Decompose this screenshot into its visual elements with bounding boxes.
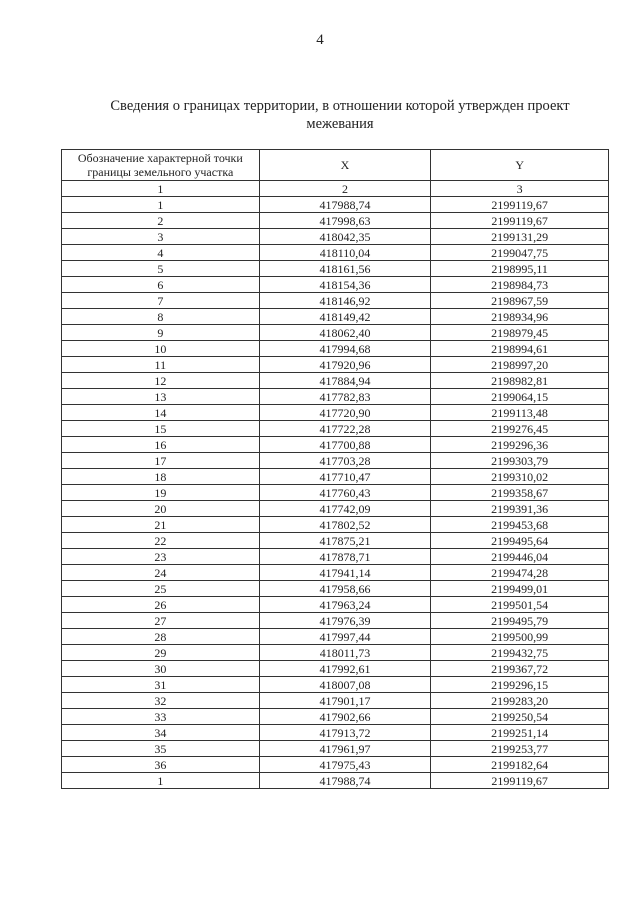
x-coordinate-cell: 417988,74	[259, 773, 431, 789]
y-coordinate-cell: 2199253,77	[431, 741, 609, 757]
point-number-cell: 25	[62, 581, 260, 597]
point-number-cell: 2	[62, 213, 260, 229]
y-coordinate-cell: 2199119,67	[431, 197, 609, 213]
boundary-coordinates-table	[61, 149, 609, 789]
table-row	[62, 613, 609, 629]
point-number-cell: 22	[62, 533, 260, 549]
table-header-row	[62, 150, 609, 181]
table-body	[62, 197, 609, 789]
column-index-3: 3	[431, 181, 609, 197]
table-row	[62, 357, 609, 373]
point-number-cell: 19	[62, 485, 260, 501]
point-number-cell: 14	[62, 405, 260, 421]
table-row	[62, 725, 609, 741]
x-coordinate-cell: 417963,24	[259, 597, 431, 613]
x-coordinate-cell: 417988,74	[259, 197, 431, 213]
table-row	[62, 213, 609, 229]
x-coordinate-cell: 417742,09	[259, 501, 431, 517]
table-row	[62, 661, 609, 677]
x-coordinate-cell: 417760,43	[259, 485, 431, 501]
y-coordinate-cell: 2198967,59	[431, 293, 609, 309]
y-coordinate-cell: 2199303,79	[431, 453, 609, 469]
x-coordinate-cell: 417722,28	[259, 421, 431, 437]
column-index-2: 2	[259, 181, 431, 197]
y-coordinate-cell: 2199119,67	[431, 773, 609, 789]
point-number-cell: 10	[62, 341, 260, 357]
point-number-cell: 5	[62, 261, 260, 277]
y-coordinate-cell: 2199064,15	[431, 389, 609, 405]
y-coordinate-cell: 2199501,54	[431, 597, 609, 613]
point-number-cell: 34	[62, 725, 260, 741]
table-row	[62, 485, 609, 501]
column-index-1: 1	[62, 181, 260, 197]
y-coordinate-cell: 2199453,68	[431, 517, 609, 533]
table-row	[62, 293, 609, 309]
point-number-cell: 1	[62, 773, 260, 789]
point-number-cell: 8	[62, 309, 260, 325]
page-number: 4	[316, 32, 324, 48]
x-coordinate-cell: 417875,21	[259, 533, 431, 549]
table-row	[62, 597, 609, 613]
table-row	[62, 405, 609, 421]
table-row	[62, 581, 609, 597]
y-coordinate-cell: 2199276,45	[431, 421, 609, 437]
table-row	[62, 261, 609, 277]
point-number-cell: 7	[62, 293, 260, 309]
y-coordinate-cell: 2199131,29	[431, 229, 609, 245]
y-coordinate-cell: 2199446,04	[431, 549, 609, 565]
y-coordinate-cell: 2199367,72	[431, 661, 609, 677]
point-number-cell: 31	[62, 677, 260, 693]
point-number-cell: 13	[62, 389, 260, 405]
point-number-cell: 26	[62, 597, 260, 613]
point-number-cell: 11	[62, 357, 260, 373]
table-row	[62, 709, 609, 725]
y-coordinate-cell: 2199296,36	[431, 437, 609, 453]
y-coordinate-cell: 2198984,73	[431, 277, 609, 293]
y-coordinate-cell: 2199047,75	[431, 245, 609, 261]
table-row	[62, 229, 609, 245]
x-coordinate-cell: 417902,66	[259, 709, 431, 725]
y-coordinate-cell: 2199495,64	[431, 533, 609, 549]
x-coordinate-cell: 417884,94	[259, 373, 431, 389]
table-row	[62, 197, 609, 213]
table-row	[62, 773, 609, 789]
y-coordinate-cell: 2198982,81	[431, 373, 609, 389]
x-coordinate-cell: 417992,61	[259, 661, 431, 677]
point-number-cell: 21	[62, 517, 260, 533]
x-coordinate-cell: 418110,04	[259, 245, 431, 261]
x-coordinate-cell: 417703,28	[259, 453, 431, 469]
y-coordinate-cell: 2199500,99	[431, 629, 609, 645]
y-coordinate-cell: 2198979,45	[431, 325, 609, 341]
table-row	[62, 693, 609, 709]
table-row	[62, 741, 609, 757]
table-row	[62, 549, 609, 565]
point-number-cell: 16	[62, 437, 260, 453]
table-row	[62, 437, 609, 453]
point-number-cell: 6	[62, 277, 260, 293]
x-coordinate-cell: 418154,36	[259, 277, 431, 293]
y-coordinate-cell: 2199283,20	[431, 693, 609, 709]
table-row	[62, 501, 609, 517]
x-coordinate-cell: 418146,92	[259, 293, 431, 309]
point-number-cell: 28	[62, 629, 260, 645]
table-row	[62, 373, 609, 389]
table-row	[62, 309, 609, 325]
y-coordinate-cell: 2199310,02	[431, 469, 609, 485]
y-coordinate-cell: 2199391,36	[431, 501, 609, 517]
point-number-cell: 9	[62, 325, 260, 341]
point-number-cell: 23	[62, 549, 260, 565]
x-coordinate-cell: 417700,88	[259, 437, 431, 453]
table-row	[62, 277, 609, 293]
point-number-cell: 35	[62, 741, 260, 757]
y-coordinate-cell: 2198997,20	[431, 357, 609, 373]
y-coordinate-cell: 2199296,15	[431, 677, 609, 693]
point-number-cell: 1	[62, 197, 260, 213]
table-row	[62, 469, 609, 485]
x-coordinate-cell: 417782,83	[259, 389, 431, 405]
table-row	[62, 629, 609, 645]
y-coordinate-cell: 2199495,79	[431, 613, 609, 629]
y-coordinate-cell: 2198994,61	[431, 341, 609, 357]
point-number-cell: 18	[62, 469, 260, 485]
y-coordinate-cell: 2199119,67	[431, 213, 609, 229]
point-number-cell: 17	[62, 453, 260, 469]
point-number-cell: 29	[62, 645, 260, 661]
table-row	[62, 677, 609, 693]
table-row	[62, 533, 609, 549]
x-coordinate-cell: 417958,66	[259, 581, 431, 597]
point-number-cell: 30	[62, 661, 260, 677]
point-number-cell: 4	[62, 245, 260, 261]
point-number-cell: 3	[62, 229, 260, 245]
x-coordinate-cell: 418161,56	[259, 261, 431, 277]
point-number-cell: 33	[62, 709, 260, 725]
table-row	[62, 389, 609, 405]
x-coordinate-cell: 418062,40	[259, 325, 431, 341]
y-coordinate-cell: 2198934,96	[431, 309, 609, 325]
column-index-row	[62, 181, 609, 197]
point-number-cell: 36	[62, 757, 260, 773]
table-row	[62, 645, 609, 661]
point-number-cell: 27	[62, 613, 260, 629]
y-coordinate-cell: 2199358,67	[431, 485, 609, 501]
y-coordinate-cell: 2199250,54	[431, 709, 609, 725]
x-coordinate-cell: 418149,42	[259, 309, 431, 325]
table-row	[62, 325, 609, 341]
x-coordinate-cell: 418011,73	[259, 645, 431, 661]
x-coordinate-cell: 417710,47	[259, 469, 431, 485]
document-title: Сведения о границах территории, в отношении которой утвержден проект межевания	[110, 98, 570, 132]
table-row	[62, 421, 609, 437]
table-row	[62, 341, 609, 357]
table-row	[62, 245, 609, 261]
y-coordinate-cell: 2199182,64	[431, 757, 609, 773]
x-coordinate-cell: 417913,72	[259, 725, 431, 741]
y-coordinate-cell: 2199432,75	[431, 645, 609, 661]
point-number-cell: 12	[62, 373, 260, 389]
header-point-designation: Обозначение характерной точки границы земельного участка	[62, 150, 260, 181]
x-coordinate-cell: 417994,68	[259, 341, 431, 357]
x-coordinate-cell: 417975,43	[259, 757, 431, 773]
y-coordinate-cell: 2199474,28	[431, 565, 609, 581]
x-coordinate-cell: 417961,97	[259, 741, 431, 757]
x-coordinate-cell: 418007,08	[259, 677, 431, 693]
header-y: Y	[431, 150, 609, 181]
x-coordinate-cell: 417920,96	[259, 357, 431, 373]
y-coordinate-cell: 2198995,11	[431, 261, 609, 277]
y-coordinate-cell: 2199499,01	[431, 581, 609, 597]
point-number-cell: 24	[62, 565, 260, 581]
x-coordinate-cell: 418042,35	[259, 229, 431, 245]
header-x: X	[259, 150, 431, 181]
point-number-cell: 20	[62, 501, 260, 517]
x-coordinate-cell: 417997,44	[259, 629, 431, 645]
x-coordinate-cell: 417941,14	[259, 565, 431, 581]
table-row	[62, 757, 609, 773]
point-number-cell: 15	[62, 421, 260, 437]
x-coordinate-cell: 417998,63	[259, 213, 431, 229]
table-row	[62, 517, 609, 533]
x-coordinate-cell: 417720,90	[259, 405, 431, 421]
x-coordinate-cell: 417878,71	[259, 549, 431, 565]
y-coordinate-cell: 2199251,14	[431, 725, 609, 741]
x-coordinate-cell: 417976,39	[259, 613, 431, 629]
point-number-cell: 32	[62, 693, 260, 709]
table-row	[62, 565, 609, 581]
x-coordinate-cell: 417901,17	[259, 693, 431, 709]
table-row	[62, 453, 609, 469]
y-coordinate-cell: 2199113,48	[431, 405, 609, 421]
x-coordinate-cell: 417802,52	[259, 517, 431, 533]
